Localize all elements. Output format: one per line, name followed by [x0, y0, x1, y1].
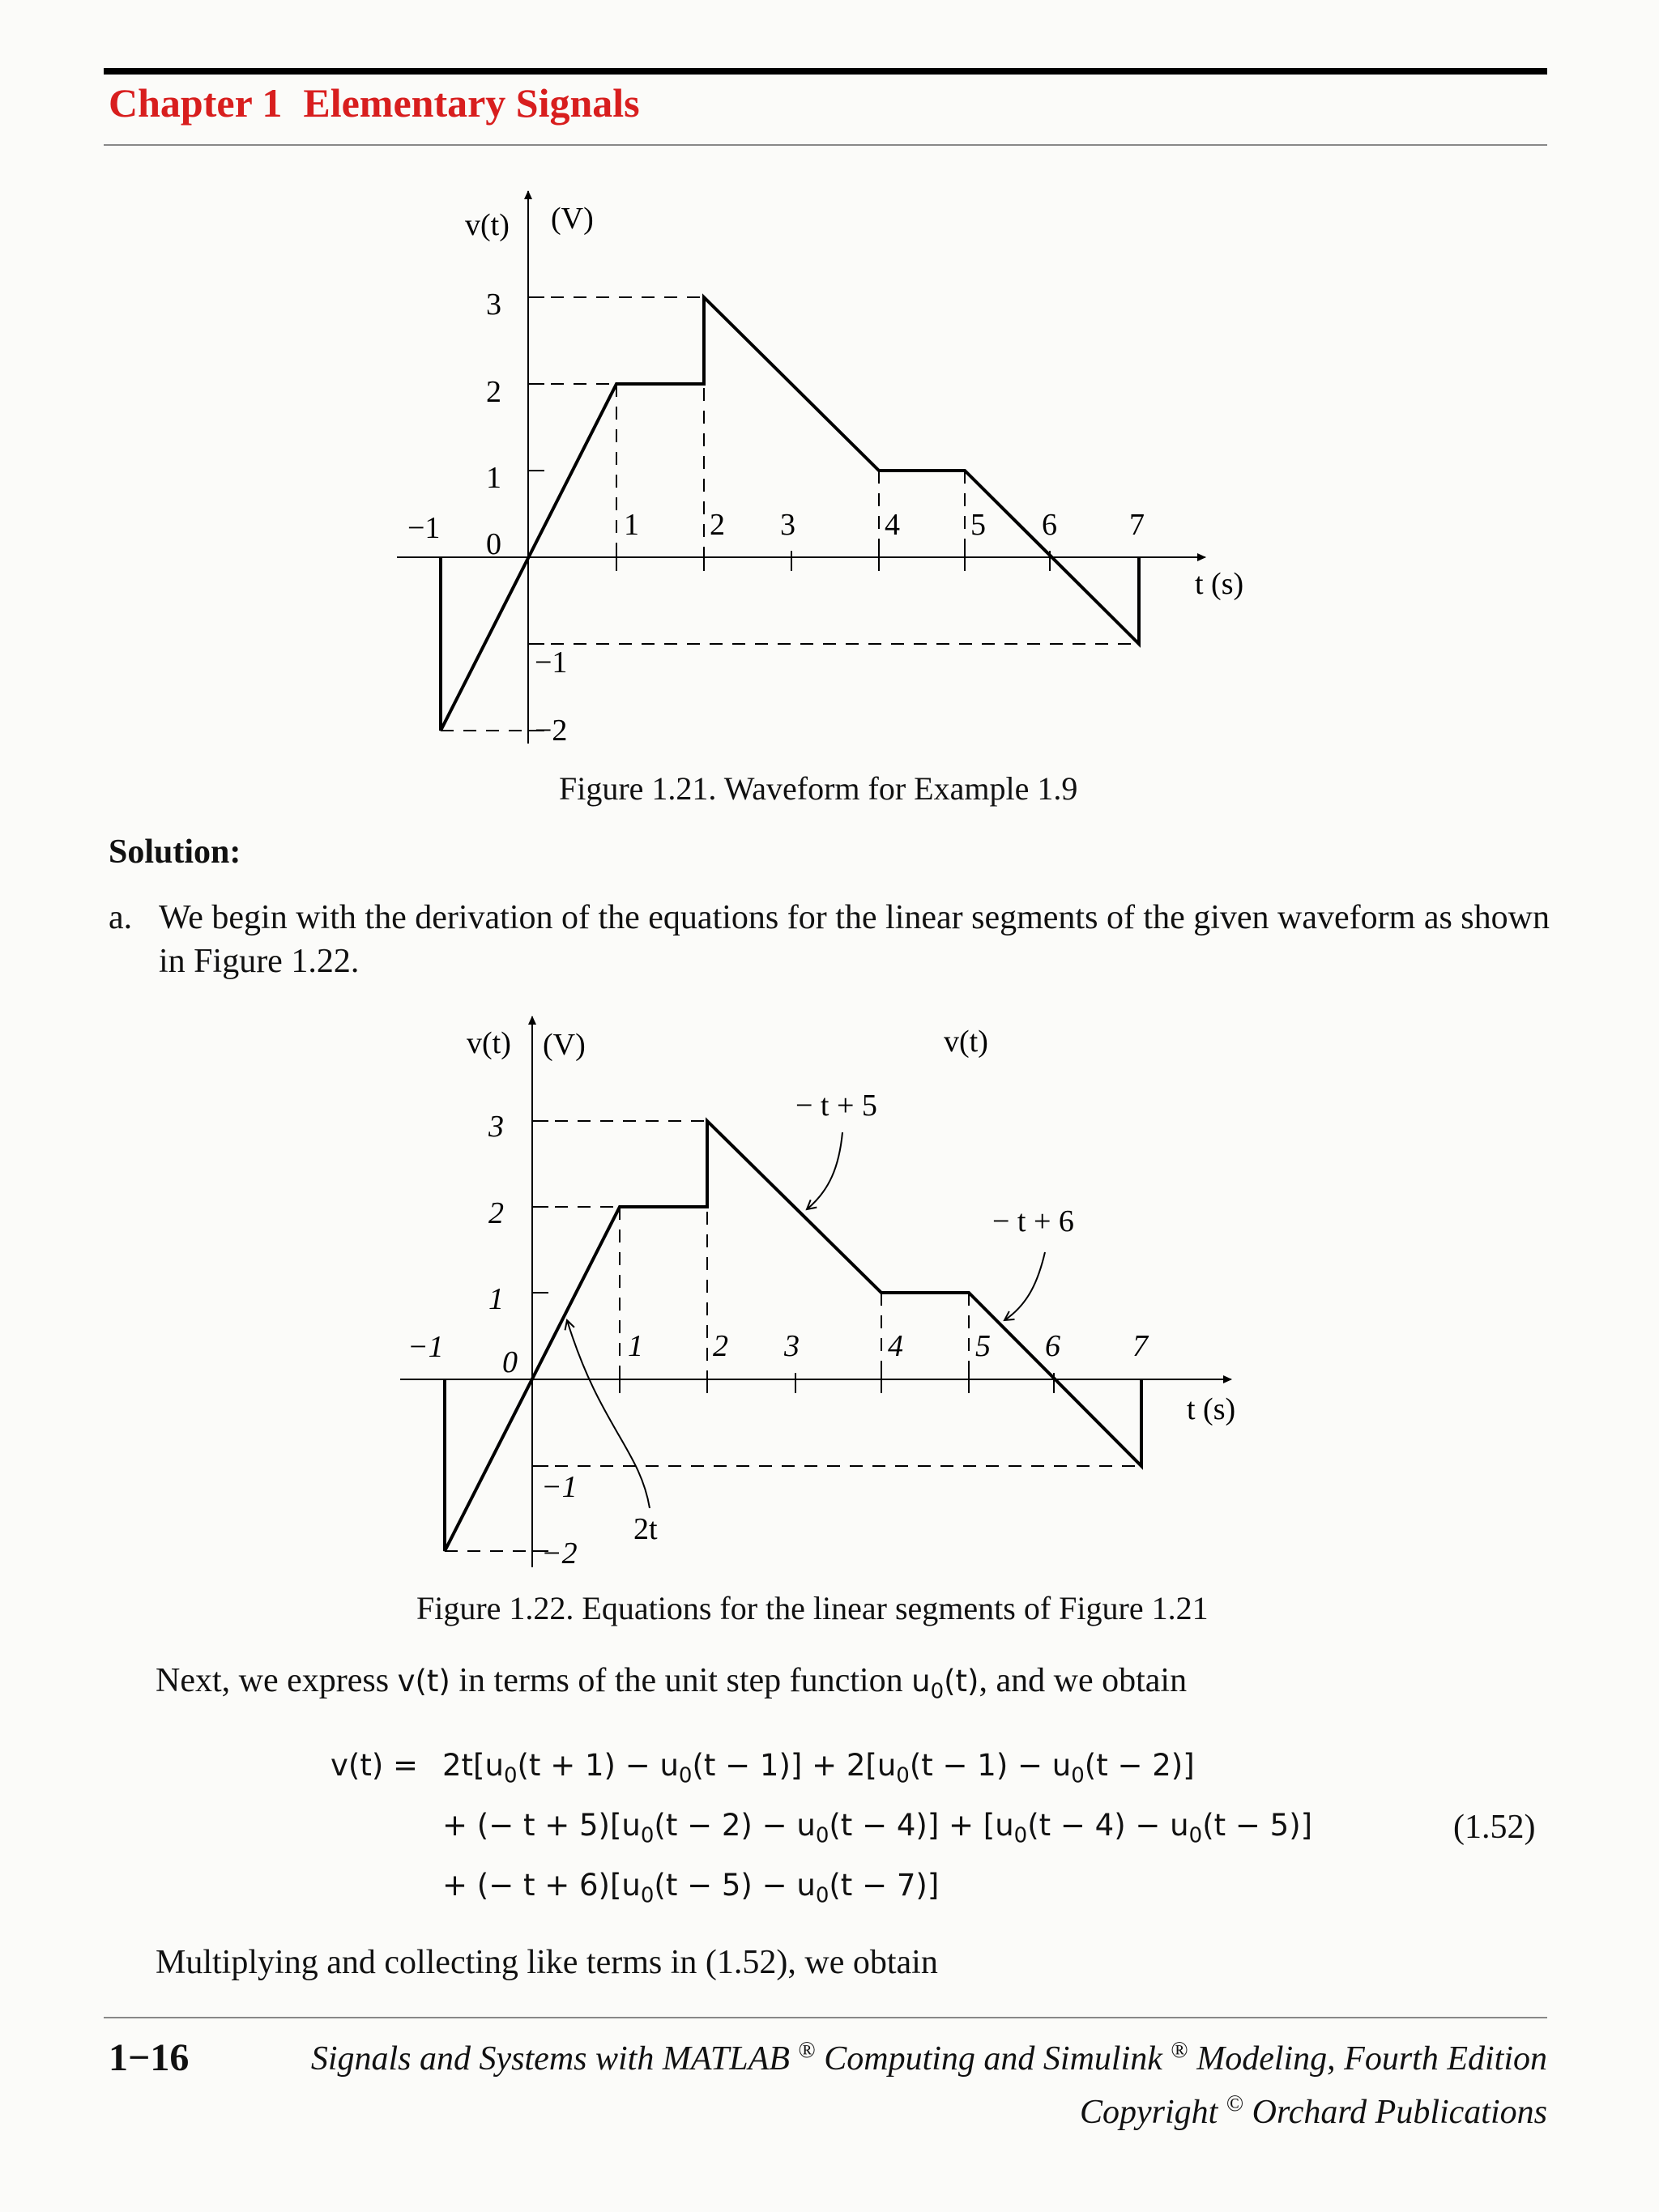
footer-rule — [104, 2017, 1547, 2018]
svg-text:2: 2 — [713, 1329, 728, 1363]
equation-line-1: $2t[u_0(t + 1) - u_0(t - 1)] + 2[u_0(t - 1) - u_0(t - 2)]$ — [442, 1748, 1195, 1788]
multiplying-text: Multiplying and collecting like terms in (1.52), we obtain — [156, 1944, 938, 1981]
svg-text:2: 2 — [710, 508, 725, 542]
svg-text:3: 3 — [780, 508, 795, 542]
svg-text:0: 0 — [486, 527, 501, 561]
svg-text:7: 7 — [1129, 508, 1145, 542]
y-axis-label: v(t) — [467, 1026, 511, 1060]
svg-text:1: 1 — [624, 508, 639, 542]
curve-label: v(t) — [944, 1025, 988, 1059]
equation-lhs: v(t) = — [331, 1748, 419, 1783]
label-minus-t-plus-6: − t + 6 — [992, 1204, 1074, 1238]
next-text-3: , and we obtain — [979, 1662, 1188, 1699]
svg-text:3: 3 — [488, 1110, 504, 1144]
svg-text:3: 3 — [486, 288, 501, 322]
svg-text:−1: −1 — [541, 1470, 578, 1504]
page-number: 1−16 — [109, 2036, 190, 2079]
svg-text:0: 0 — [502, 1345, 518, 1379]
x-axis-label: t (s) — [1195, 567, 1244, 601]
equation-line-2: + (− $t + 5)[u_0(t - 2) - u_0(t - 4)] + [u_0(t - 4) - u_0(t - 5)]$ — [442, 1808, 1313, 1848]
label-2t: 2t — [633, 1512, 658, 1546]
svg-text:5: 5 — [975, 1329, 991, 1363]
svg-text:4: 4 — [885, 508, 900, 542]
x-ticks — [620, 1373, 1054, 1393]
svg-text:−2: −2 — [535, 714, 568, 748]
svg-text:−2: −2 — [541, 1536, 578, 1571]
svg-text:1: 1 — [488, 1282, 504, 1316]
tick-labels — [407, 1110, 1149, 1571]
chapter-label: Chapter 1 — [109, 80, 283, 126]
figure-1-22-caption: Figure 1.22. Equations for the linear segments of Figure 1.21 — [416, 1590, 1209, 1626]
svg-text:−1: −1 — [407, 1330, 444, 1364]
svg-text:−1: −1 — [407, 511, 441, 545]
para-a-marker: a. — [109, 899, 133, 936]
footer-copyright: Copyright © Orchard Publications — [1080, 2091, 1547, 2131]
solution-heading: Solution: — [109, 833, 241, 871]
svg-text:2: 2 — [488, 1196, 504, 1230]
next-u0: $u_0(t)$ — [911, 1664, 979, 1704]
label-minus-t-plus-5: − t + 5 — [795, 1089, 877, 1123]
svg-text:6: 6 — [1042, 508, 1057, 542]
y-axis-label: v(t) — [465, 208, 510, 242]
next-text-1: Next, we express — [156, 1662, 390, 1699]
svg-text:2: 2 — [486, 375, 501, 409]
annotation-leaders — [567, 1132, 1045, 1508]
svg-text:7: 7 — [1132, 1329, 1148, 1363]
y-unit-label: (V) — [551, 202, 594, 236]
svg-text:−1: −1 — [535, 646, 568, 680]
y-unit-label: (V) — [543, 1028, 586, 1062]
svg-text:3: 3 — [784, 1329, 800, 1363]
equation-number: (1.52) — [1453, 1809, 1536, 1846]
svg-text:5: 5 — [970, 508, 986, 542]
next-text-2: in terms of the unit step function — [458, 1662, 903, 1699]
svg-text:1: 1 — [628, 1329, 643, 1363]
chapter-title: Elementary Signals — [303, 80, 640, 126]
x-axis-label: t (s) — [1187, 1392, 1236, 1426]
svg-text:6: 6 — [1045, 1329, 1060, 1363]
svg-text:1: 1 — [486, 461, 501, 495]
next-vt: v(t) — [397, 1664, 450, 1698]
svg-text:4: 4 — [888, 1329, 903, 1363]
equation-line-3: + (− $t + 6)[u_0(t - 5) - u_0(t - 7)]$ — [442, 1868, 940, 1908]
para-a-text: We begin with the derivation of the equations for the linear segments of the given waveform as shown in Figure 1.22. — [159, 899, 1550, 980]
next-paragraph — [156, 1659, 1187, 1713]
footer-book-title: Signals and Systems with MATLAB ® Computing and Simulink ® Modeling, Fourth Edition — [310, 2038, 1547, 2078]
figure-1-21-caption: Figure 1.21. Waveform for Example 1.9 — [559, 770, 1078, 807]
